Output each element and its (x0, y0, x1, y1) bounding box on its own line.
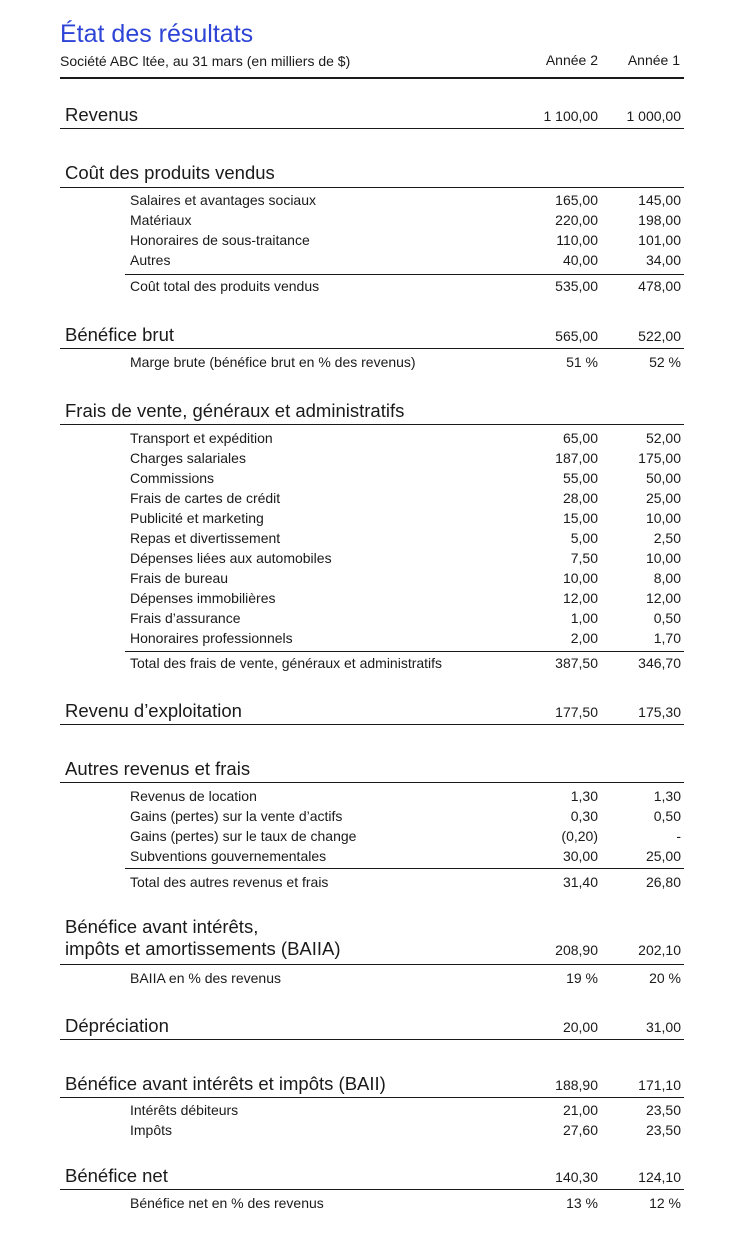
item-label: Frais de bureau (130, 570, 229, 586)
section-autres (60, 755, 684, 782)
item-label: Impôts (130, 1122, 173, 1138)
item-label: Salaires et avantages sociaux (130, 192, 316, 208)
item-label: Gains (pertes) sur le taux de change (130, 828, 357, 844)
list-item (60, 630, 684, 650)
page-subtitle: Société ABC ltée, au 31 mars (en milliers de $) (60, 53, 351, 69)
value-year1: 25,00 (645, 848, 681, 864)
value-year2: 535,00 (555, 278, 598, 294)
value-year1: 26,80 (645, 874, 681, 890)
divider (60, 1097, 684, 1098)
value-year1: 202,10 (638, 942, 681, 958)
value-year1: 522,00 (638, 328, 681, 344)
value-year2: 31,40 (562, 874, 598, 890)
value-year1: 101,00 (638, 232, 681, 248)
value-year2: 110,00 (556, 232, 598, 248)
section-label-line1: Bénéfice avant intérêts, (65, 916, 259, 937)
value-year2: 187,00 (555, 450, 598, 466)
list-item (60, 192, 684, 212)
value-year1: 50,00 (645, 470, 681, 486)
section-depreciation (60, 1011, 684, 1039)
divider (125, 274, 684, 275)
value-year1: 23,50 (645, 1102, 681, 1118)
value-year2: 10,00 (562, 570, 598, 586)
page-title: État des résultats (60, 20, 254, 48)
value-year1: 1,30 (653, 788, 681, 804)
item-label: Transport et expédition (130, 430, 273, 446)
value-year1: 1 000,00 (626, 108, 681, 124)
value-year1: 8,00 (653, 570, 681, 586)
item-label: Marge brute (bénéfice brut en % des revenus) (130, 354, 416, 370)
value-year1: 0,50 (653, 610, 681, 626)
value-year1: 171,10 (638, 1077, 681, 1093)
value-year1: 31,00 (645, 1019, 681, 1035)
value-year2: 40,00 (562, 252, 598, 268)
value-year2: 65,00 (562, 430, 598, 446)
value-year1: 198,00 (638, 212, 681, 228)
section-label: Bénéfice avant intérêts et impôts (BAII) (65, 1073, 386, 1094)
divider (60, 348, 684, 349)
list-item (60, 252, 684, 272)
value-year1: 346,70 (638, 655, 681, 671)
item-label: Bénéfice net en % des revenus (130, 1195, 324, 1211)
divider (60, 724, 684, 725)
value-year2: 2,00 (570, 630, 598, 646)
value-year2: 387,50 (555, 655, 598, 671)
total-label: Total des frais de vente, généraux et administratifs (130, 655, 443, 671)
list-item (60, 570, 684, 590)
item-label: Repas et divertissement (130, 530, 281, 546)
section-label: Bénéfice brut (65, 324, 175, 345)
list-item (60, 510, 684, 530)
item-label: Dépenses liées aux automobiles (130, 550, 332, 566)
section-label: Coût des produits vendus (65, 162, 275, 183)
divider (125, 868, 684, 869)
item-label: Honoraires professionnels (130, 630, 293, 646)
list-item (60, 490, 684, 510)
value-year1: 145,00 (638, 192, 681, 208)
item-label: Intérêts débiteurs (130, 1102, 239, 1118)
divider (60, 187, 684, 188)
ratio-row (60, 354, 684, 374)
value-year1: 10,00 (645, 550, 681, 566)
value-year1: 20 % (649, 970, 681, 986)
value-year2: 220,00 (555, 212, 598, 228)
list-item (60, 590, 684, 610)
value-year1: 52 % (649, 354, 681, 370)
ratio-row (60, 1195, 684, 1215)
list-item (60, 550, 684, 570)
value-year2: 7,50 (570, 550, 598, 566)
value-year2: 140,30 (555, 1169, 598, 1185)
value-year2: 19 % (566, 970, 598, 986)
value-year1: 12,00 (645, 590, 681, 606)
section-label: Frais de vente, généraux et administratifs (65, 400, 405, 421)
item-label: Honoraires de sous-traitance (130, 232, 310, 248)
value-year2: 188,90 (555, 1077, 598, 1093)
value-year2: 21,00 (562, 1102, 598, 1118)
value-year1: 2,50 (653, 530, 681, 546)
divider (60, 1189, 684, 1190)
item-label: Commissions (130, 470, 215, 486)
value-year2: 28,00 (562, 490, 598, 506)
section-label: Dépréciation (65, 1015, 169, 1036)
divider (60, 964, 684, 965)
value-year2: 1,30 (570, 788, 598, 804)
divider (60, 424, 684, 425)
list-item (60, 828, 684, 848)
section-label: Bénéfice net (65, 1165, 168, 1186)
value-year1: - (676, 828, 681, 844)
section-label: Revenu d’exploitation (65, 700, 242, 721)
item-label: Subventions gouvernementales (130, 848, 327, 864)
value-year2: 165,00 (555, 192, 598, 208)
value-year2: 177,50 (555, 704, 598, 720)
section-baiia (60, 916, 684, 964)
value-year2: 51 % (566, 354, 598, 370)
total-label: Coût total des produits vendus (130, 278, 320, 294)
ratio-row (60, 970, 684, 990)
item-label: Publicité et marketing (130, 510, 264, 526)
column-header-year2: Année 2 (545, 52, 598, 68)
value-year2: 20,00 (562, 1019, 598, 1035)
value-year2: 55,00 (562, 470, 598, 486)
divider (60, 782, 684, 783)
value-year2: 565,00 (555, 328, 598, 344)
total-label: Total des autres revenus et frais (130, 874, 329, 890)
section-fvga (60, 396, 684, 424)
section-benefice-net (60, 1162, 684, 1189)
item-label: Revenus de location (130, 788, 257, 804)
value-year1: 23,50 (645, 1122, 681, 1138)
value-year1: 478,00 (638, 278, 681, 294)
list-item (60, 430, 684, 450)
value-year2: 15,00 (562, 510, 598, 526)
list-item (60, 212, 684, 232)
list-item (60, 848, 684, 868)
item-label: Matériaux (130, 212, 192, 228)
list-item (60, 788, 684, 808)
item-label: Gains (pertes) sur la vente d’actifs (130, 808, 343, 824)
value-year2: 0,30 (570, 808, 598, 824)
item-label: BAIIA en % des revenus (130, 970, 281, 986)
value-year1: 12 % (649, 1195, 681, 1211)
value-year2: 30,00 (562, 848, 598, 864)
value-year2: 13 % (566, 1195, 598, 1211)
item-label: Charges salariales (130, 450, 246, 466)
list-item (60, 450, 684, 470)
value-year1: 1,70 (653, 630, 681, 646)
divider (60, 128, 684, 129)
value-year2: 208,90 (555, 942, 598, 958)
list-item (60, 1122, 684, 1142)
value-year2: 12,00 (562, 590, 598, 606)
section-revenu-exploitation (60, 696, 684, 724)
item-label: Autres (130, 252, 171, 268)
total-row (60, 655, 684, 675)
section-label: Autres revenus et frais (65, 758, 251, 779)
list-item (60, 530, 684, 550)
section-label: Revenus (65, 104, 139, 125)
total-row (60, 874, 684, 894)
list-item (60, 232, 684, 252)
item-label: Dépenses immobilières (130, 590, 276, 606)
value-year1: 34,00 (645, 252, 681, 268)
list-item (60, 1102, 684, 1122)
value-year1: 0,50 (653, 808, 681, 824)
value-year1: 175,00 (638, 450, 681, 466)
value-year1: 124,10 (638, 1169, 681, 1185)
value-year2: 5,00 (570, 530, 598, 546)
section-baii (60, 1071, 684, 1097)
value-year1: 175,30 (638, 704, 681, 720)
section-label-line2: impôts et amortissements (BAIIA) (65, 938, 341, 959)
value-year2: (0,20) (561, 828, 598, 844)
divider (125, 651, 684, 652)
value-year1: 52,00 (645, 430, 681, 446)
value-year2: 1,00 (570, 610, 598, 626)
header-divider (60, 77, 684, 79)
column-header-year1: Année 1 (627, 52, 680, 68)
section-benefice-brut (60, 320, 684, 348)
section-revenus (60, 98, 684, 128)
list-item (60, 808, 684, 828)
divider (60, 1039, 684, 1040)
value-year1: 10,00 (645, 510, 681, 526)
section-cpv (60, 158, 684, 186)
value-year2: 1 100,00 (543, 108, 598, 124)
item-label: Frais d’assurance (130, 610, 241, 626)
value-year2: 27,60 (562, 1122, 598, 1138)
total-row (60, 278, 684, 298)
item-label: Frais de cartes de crédit (130, 490, 281, 506)
value-year1: 25,00 (645, 490, 681, 506)
list-item (60, 610, 684, 630)
list-item (60, 470, 684, 490)
